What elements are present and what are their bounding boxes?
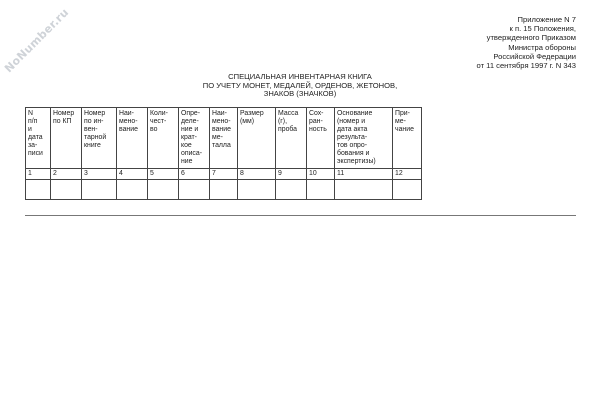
- column-header-size: Размер (мм): [238, 108, 276, 169]
- table-cell: [51, 180, 82, 200]
- title-line: СПЕЦИАЛЬНАЯ ИНВЕНТАРНАЯ КНИГА: [228, 72, 372, 81]
- inventory-table: [25, 107, 422, 200]
- table-cell: [335, 180, 393, 200]
- table-header-row: [26, 108, 422, 169]
- title-line: ПО УЧЕТУ МОНЕТ, МЕДАЛЕЙ, ОРДЕНОВ, ЖЕТОНОВ,: [202, 80, 398, 90]
- table-row: [26, 180, 422, 200]
- table-cell: [210, 180, 238, 200]
- column-number: 10: [307, 169, 335, 180]
- table-cell: [26, 180, 51, 200]
- column-number: 11: [335, 169, 393, 180]
- column-header-notes: При- ме- чание: [393, 108, 422, 169]
- column-number-row: [26, 169, 422, 180]
- appendix-line: Российской Федерации: [493, 51, 576, 61]
- appendix-line: Министра обороны: [508, 42, 576, 52]
- column-number: 6: [179, 169, 210, 180]
- appendix-line: утвержденного Приказом: [486, 33, 576, 43]
- table-cell: [393, 180, 422, 200]
- column-number: 5: [148, 169, 179, 180]
- column-header-metal: Наи- мено- вание ме- талла: [210, 108, 238, 169]
- column-number: 4: [117, 169, 148, 180]
- column-header-condition: Сох- ран- ность: [307, 108, 335, 169]
- column-number: 9: [276, 169, 307, 180]
- appendix-line: от 11 сентября 1997 г. N 343: [476, 61, 576, 71]
- watermark: NoNumber.ru: [2, 5, 72, 76]
- column-number: 7: [210, 169, 238, 180]
- appendix-line: к п. 15 Положения,: [509, 24, 576, 34]
- table-cell: [276, 180, 307, 200]
- appendix-line: Приложение N 7: [517, 15, 576, 24]
- table-cell: [238, 180, 276, 200]
- table-cell: [82, 180, 117, 200]
- column-number: 3: [82, 169, 117, 180]
- column-number: 8: [238, 169, 276, 180]
- column-header-description: Опре- деле- ние и крат- кое описа- ние: [179, 108, 210, 169]
- table-cell: [148, 180, 179, 200]
- title-line: ЗНАКОВ (ЗНАЧКОВ): [263, 89, 337, 99]
- table-cell: [117, 180, 148, 200]
- column-header-kp-number: Номер по КП: [51, 108, 82, 169]
- table-cell: [307, 180, 335, 200]
- column-number: 2: [51, 169, 82, 180]
- table-cell: [179, 180, 210, 200]
- column-header-quantity: Коли- чест- во: [148, 108, 179, 169]
- column-header-entry-number: N п/п и дата за- писи: [26, 108, 51, 169]
- document-title: [0, 73, 600, 99]
- column-number: 12: [393, 169, 422, 180]
- column-header-inventory-number: Номер по ин- вен- тарной книге: [82, 108, 117, 169]
- column-header-basis: Основание (номер и дата акта результа- тов опро- бования и экспертизы): [335, 108, 393, 169]
- appendix-note: [477, 15, 576, 70]
- column-header-mass: Масса (г), проба: [276, 108, 307, 169]
- horizontal-divider: [25, 215, 576, 216]
- column-number: 1: [26, 169, 51, 180]
- column-header-name: Наи- мено- вание: [117, 108, 148, 169]
